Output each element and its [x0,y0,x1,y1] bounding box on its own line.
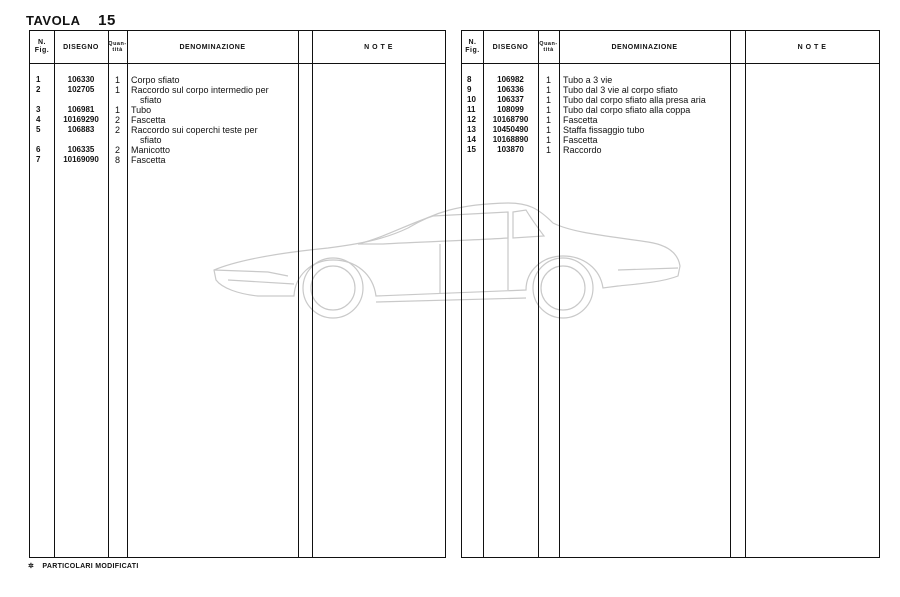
cell-disegno: 106336 [497,85,524,94]
cell-quantita: 1 [545,95,551,105]
cell-denominazione: Fascetta [131,155,166,165]
cell-quantita: 1 [545,85,551,95]
cell-fig: 4 [36,115,41,124]
cell-fig: 10 [467,95,476,104]
cell-disegno: 106982 [497,75,524,84]
cell-fig: 9 [467,85,472,94]
cell-denominazione: Tubo dal corpo sfiato alla coppa [563,105,691,115]
cell-fig: 1 [36,75,41,84]
cell-denominazione: sfiato [140,95,162,105]
header-fig: N. Fig. [34,39,50,54]
cell-quantita: 1 [114,85,120,95]
cell-denominazione: Tubo dal 3 vie al corpo sfiato [563,85,678,95]
cell-disegno: 103870 [497,145,524,154]
cell-disegno: 10450490 [492,125,529,134]
header-note: N O T E [364,43,393,51]
cell-quantita: 1 [545,105,551,115]
parts-table-left [29,30,446,558]
title-number: 15 [98,12,116,29]
cell-fig: 5 [36,125,41,134]
header-disegno: DISEGNO [492,43,529,51]
header-denominazione: DENOMINAZIONE [611,43,678,51]
cell-quantita: 1 [114,75,120,85]
table-row [462,145,879,155]
cell-quantita: 1 [545,75,551,85]
cell-disegno: 10169090 [63,155,99,164]
cell-disegno: 10168790 [492,115,529,124]
cell-denominazione: Fascetta [131,115,166,125]
cell-quantita: 1 [114,105,120,115]
table-row [462,75,879,85]
cell-quantita: 2 [114,115,120,125]
header-quantita: Quan- tità [108,41,127,53]
table-row [462,95,879,105]
cell-fig: 13 [467,125,476,134]
table-row [462,135,879,145]
header-note: N O T E [797,43,827,51]
cell-denominazione: Fascetta [563,115,598,125]
cell-disegno: 10169290 [63,115,99,124]
cell-disegno: 108099 [497,105,524,114]
cell-disegno: 102705 [67,85,95,94]
cell-fig: 14 [467,135,476,144]
asterisk-icon: ✲ [28,563,35,570]
cell-denominazione: Raccordo [563,145,602,155]
table-row [462,85,879,95]
cell-denominazione: Tubo a 3 vie [563,75,613,85]
table-row [462,125,879,135]
cell-denominazione: Tubo [131,105,152,115]
table-row [30,105,445,115]
cell-quantita: 1 [545,145,551,155]
cell-disegno: 106330 [67,75,95,84]
parts-table-right [461,30,880,558]
cell-disegno: 10168890 [492,135,529,144]
cell-disegno: 106883 [67,125,95,134]
cell-fig: 12 [467,115,476,124]
cell-fig: 8 [467,75,472,84]
table-body-left [30,75,445,165]
cell-quantita: 1 [545,125,551,135]
cell-quantita: 2 [114,145,120,155]
table-row [30,155,445,165]
cell-quantita: 1 [545,135,551,145]
cell-denominazione: Corpo sfiato [131,75,180,85]
header-disegno: DISEGNO [63,43,99,51]
cell-disegno: 106337 [497,95,524,104]
table-row [30,85,445,95]
header-denominazione: DENOMINAZIONE [179,43,246,51]
cell-fig: 3 [36,105,41,114]
cell-denominazione: Staffa fissaggio tubo [563,125,645,135]
table-row [30,125,445,135]
table-row [462,115,879,125]
table-row [462,105,879,115]
table-row [30,115,445,125]
cell-denominazione: Tubo dal corpo sfiato alla presa aria [563,95,706,105]
cell-quantita: 2 [114,125,120,135]
cell-denominazione: Raccordo sui coperchi teste per [131,125,258,135]
cell-quantita: 1 [545,115,551,125]
cell-quantita: 8 [114,155,120,165]
cell-denominazione: Manicotto [131,145,171,155]
cell-disegno: 106335 [67,145,95,154]
footnote-text: PARTICOLARI MODIFICATI [42,563,139,570]
cell-denominazione: Raccordo sul corpo intermedio per [131,85,269,95]
cell-fig: 11 [467,105,476,114]
cell-fig: 6 [36,145,41,154]
cell-fig: 7 [36,155,41,164]
table-row [30,145,445,155]
header-quantita: Quan- tità [539,41,558,53]
cell-fig: 2 [36,85,41,94]
table-row [30,75,445,85]
title-label: TAVOLA [26,13,81,28]
cell-denominazione: sfiato [140,135,162,145]
footnote [28,562,139,570]
table-row [30,95,445,105]
table-row [30,135,445,145]
table-body-right [462,75,879,155]
page-title [26,12,116,29]
header-fig: N. Fig. [465,39,480,54]
cell-fig: 15 [467,145,476,154]
cell-disegno: 106981 [67,105,95,114]
cell-denominazione: Fascetta [563,135,598,145]
